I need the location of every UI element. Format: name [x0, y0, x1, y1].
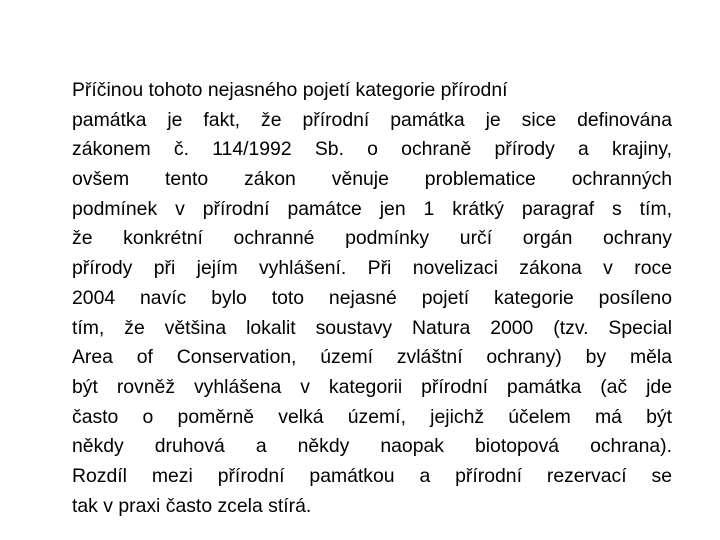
paragraph-line: někdy druhová a někdy naopak biotopová ochrana). [72, 435, 672, 458]
paragraph-line: často o poměrně velká území, jejichž účelem má být [72, 405, 672, 428]
paragraph-line: tak v praxi často zcela stírá. [72, 494, 312, 517]
paragraph-line: památka je fakt, že přírodní památka je sice definována [72, 108, 672, 131]
paragraph-line: tím, že většina lokalit soustavy Natura 2000 (tzv. Special [72, 316, 672, 339]
paragraph-line: ovšem tento zákon věnuje problematice ochranných [72, 168, 672, 191]
paragraph-line: být rovněž vyhlášena v kategorii přírodní památka (ač jde [72, 375, 672, 398]
paragraph-line: že konkrétní ochranné podmínky určí orgán ochrany [72, 227, 672, 250]
paragraph-line: podmínek v přírodní památce jen 1 krátký paragraf s tím, [72, 197, 672, 220]
paragraph-line: přírody při jejím vyhlášení. Při novelizaci zákona v roce [72, 257, 672, 280]
paragraph-line: 2004 navíc bylo toto nejasné pojetí kategorie posíleno [72, 286, 672, 309]
body-paragraph [72, 76, 672, 521]
paragraph-line: zákonem č. 114/1992 Sb. o ochraně přírody a krajiny, [72, 138, 672, 161]
paragraph-line: Rozdíl mezi přírodní památkou a přírodní rezervací se [72, 464, 672, 487]
paragraph-line: Area of Conservation, území zvláštní ochrany) by měla [72, 346, 672, 369]
paragraph-line: Příčinou tohoto nejasného pojetí kategorie přírodní [72, 79, 508, 101]
